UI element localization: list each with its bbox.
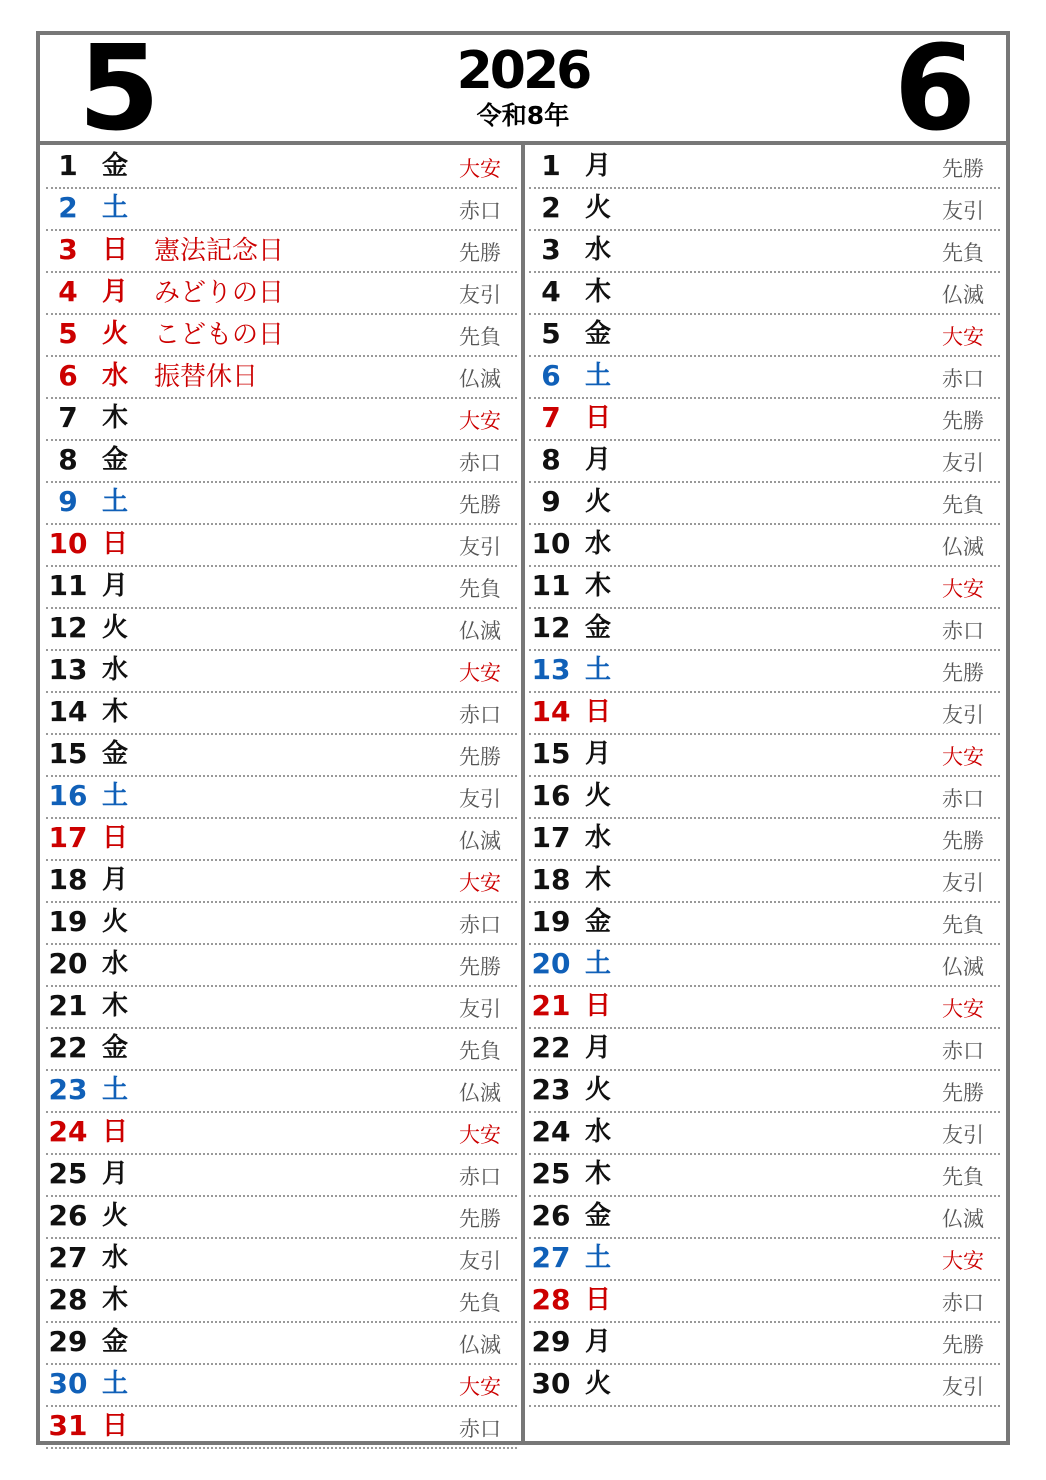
- day-number: 22: [531, 1031, 571, 1064]
- day-row: [46, 1405, 517, 1449]
- day-number: 7: [58, 401, 78, 434]
- day-of-week: 土: [102, 1075, 129, 1105]
- day-number: 11: [531, 569, 571, 602]
- rokuyo-label: 先負: [942, 493, 984, 517]
- rokuyo-label: 先負: [942, 241, 984, 265]
- day-row: [529, 355, 1000, 399]
- day-number: 2: [58, 191, 78, 224]
- day-of-week: 金: [102, 1327, 129, 1357]
- day-number: 26: [531, 1199, 571, 1232]
- day-number: 2: [541, 191, 561, 224]
- day-row: [529, 481, 1000, 525]
- rokuyo-label: 大安: [942, 997, 984, 1021]
- rokuyo-label: 友引: [942, 451, 984, 475]
- day-row: [46, 691, 517, 735]
- day-row: [529, 145, 1000, 189]
- day-row: [46, 1111, 517, 1155]
- day-row: [529, 187, 1000, 231]
- day-of-week: 火: [585, 1075, 612, 1105]
- day-number: 15: [48, 737, 88, 770]
- day-row: [46, 187, 517, 231]
- day-of-week: 土: [585, 1243, 612, 1273]
- day-of-week: 土: [585, 655, 612, 685]
- day-row: [529, 901, 1000, 945]
- rokuyo-label: 赤口: [459, 1417, 501, 1441]
- rokuyo-label: 先負: [459, 1291, 501, 1315]
- day-row: [529, 523, 1000, 567]
- day-row: [46, 523, 517, 567]
- day-number: 4: [541, 275, 561, 308]
- era-label: 令和8年: [476, 101, 570, 130]
- day-row: [529, 313, 1000, 357]
- day-number: 30: [48, 1367, 88, 1400]
- rokuyo-label: 先負: [942, 913, 984, 937]
- day-of-week: 土: [102, 193, 129, 223]
- day-of-week: 水: [585, 529, 612, 559]
- day-row: [529, 1069, 1000, 1113]
- day-row: [46, 397, 517, 441]
- empty-row: [529, 1405, 1000, 1447]
- day-number: 4: [58, 275, 78, 308]
- day-number: 11: [48, 569, 88, 602]
- day-number: 13: [48, 653, 88, 686]
- day-number: 23: [531, 1073, 571, 1106]
- day-row: [46, 355, 517, 399]
- rokuyo-label: 赤口: [942, 619, 984, 643]
- day-row: [46, 565, 517, 609]
- day-number: 23: [48, 1073, 88, 1106]
- day-number: 14: [48, 695, 88, 728]
- day-of-week: 月: [585, 739, 612, 769]
- rokuyo-label: 赤口: [942, 367, 984, 391]
- rokuyo-label: 友引: [459, 283, 501, 307]
- day-row: [46, 607, 517, 651]
- rokuyo-label: 大安: [459, 1375, 501, 1399]
- day-of-week: 火: [102, 613, 129, 643]
- day-of-week: 金: [102, 1033, 129, 1063]
- rokuyo-label: 大安: [459, 409, 501, 433]
- rokuyo-label: 赤口: [942, 1039, 984, 1063]
- day-number: 9: [541, 485, 561, 518]
- day-number: 13: [531, 653, 571, 686]
- day-of-week: 土: [585, 361, 612, 391]
- day-number: 16: [48, 779, 88, 812]
- rokuyo-label: 大安: [459, 157, 501, 181]
- day-row: [46, 481, 517, 525]
- day-of-week: 水: [585, 1117, 612, 1147]
- year-label: 2026: [456, 41, 590, 101]
- day-row: [529, 859, 1000, 903]
- rokuyo-label: 大安: [942, 1249, 984, 1273]
- day-row: [46, 271, 517, 315]
- day-row: [46, 943, 517, 987]
- day-number: 3: [541, 233, 561, 266]
- rokuyo-label: 仏滅: [459, 829, 501, 853]
- day-of-week: 金: [585, 613, 612, 643]
- rokuyo-label: 友引: [459, 997, 501, 1021]
- day-row: [46, 775, 517, 819]
- day-of-week: 金: [102, 445, 129, 475]
- day-number: 1: [58, 149, 78, 182]
- day-row: [529, 1363, 1000, 1407]
- day-number: 17: [531, 821, 571, 854]
- day-of-week: 木: [102, 1285, 129, 1315]
- rokuyo-label: 友引: [942, 703, 984, 727]
- day-number: 5: [541, 317, 561, 350]
- calendar-header: [40, 19, 1006, 157]
- day-of-week: 土: [585, 949, 612, 979]
- day-number: 20: [531, 947, 571, 980]
- day-of-week: 木: [102, 697, 129, 727]
- day-row: [529, 271, 1000, 315]
- day-row: [529, 817, 1000, 861]
- day-number: 1: [541, 149, 561, 182]
- rokuyo-label: 友引: [459, 787, 501, 811]
- month-5-heading: 5: [78, 19, 161, 157]
- day-of-week: 日: [585, 697, 612, 727]
- day-number: 28: [531, 1283, 571, 1316]
- day-number: 26: [48, 1199, 88, 1232]
- day-number: 6: [541, 359, 561, 392]
- rokuyo-label: 先負: [459, 325, 501, 349]
- day-of-week: 月: [102, 277, 129, 307]
- rokuyo-label: 赤口: [459, 199, 501, 223]
- day-of-week: 月: [102, 865, 129, 895]
- rokuyo-label: 先勝: [942, 409, 984, 433]
- day-of-week: 月: [585, 151, 612, 181]
- day-number: 24: [531, 1115, 571, 1148]
- day-of-week: 火: [102, 1201, 129, 1231]
- day-of-week: 水: [585, 235, 612, 265]
- holiday-name: 憲法記念日: [154, 236, 285, 266]
- day-of-week: 木: [585, 571, 612, 601]
- day-of-week: 日: [585, 403, 612, 433]
- day-of-week: 金: [585, 1201, 612, 1231]
- day-of-week: 木: [585, 865, 612, 895]
- day-of-week: 金: [585, 907, 612, 937]
- day-of-week: 火: [585, 781, 612, 811]
- month-6-column: [523, 145, 1006, 1441]
- day-number: 24: [48, 1115, 88, 1148]
- rokuyo-label: 大安: [942, 577, 984, 601]
- day-of-week: 火: [585, 487, 612, 517]
- rokuyo-label: 先勝: [942, 1333, 984, 1357]
- day-number: 31: [48, 1409, 88, 1442]
- rokuyo-label: 仏滅: [459, 367, 501, 391]
- day-number: 20: [48, 947, 88, 980]
- day-row: [46, 985, 517, 1029]
- day-number: 9: [58, 485, 78, 518]
- day-of-week: 金: [102, 739, 129, 769]
- day-row: [529, 1279, 1000, 1323]
- rokuyo-label: 大安: [459, 661, 501, 685]
- rokuyo-label: 先勝: [942, 157, 984, 181]
- day-number: 28: [48, 1283, 88, 1316]
- rokuyo-label: 友引: [459, 535, 501, 559]
- day-row: [46, 229, 517, 273]
- rokuyo-label: 仏滅: [942, 283, 984, 307]
- day-of-week: 日: [102, 235, 129, 265]
- day-row: [46, 1237, 517, 1281]
- day-row: [46, 649, 517, 693]
- day-of-week: 木: [585, 277, 612, 307]
- day-of-week: 月: [585, 1033, 612, 1063]
- rokuyo-label: 先負: [459, 577, 501, 601]
- day-of-week: 水: [585, 823, 612, 853]
- day-of-week: 月: [585, 1327, 612, 1357]
- day-row: [529, 565, 1000, 609]
- rokuyo-label: 先負: [942, 1165, 984, 1189]
- day-number: 19: [531, 905, 571, 938]
- day-number: 29: [48, 1325, 88, 1358]
- day-of-week: 月: [102, 571, 129, 601]
- day-number: 12: [531, 611, 571, 644]
- day-row: [46, 859, 517, 903]
- day-of-week: 日: [585, 1285, 612, 1315]
- day-row: [46, 733, 517, 777]
- day-of-week: 土: [102, 1369, 129, 1399]
- day-row: [46, 1069, 517, 1113]
- day-of-week: 火: [585, 193, 612, 223]
- rokuyo-label: 友引: [942, 1375, 984, 1399]
- day-number: 29: [531, 1325, 571, 1358]
- day-row: [529, 229, 1000, 273]
- rokuyo-label: 赤口: [459, 913, 501, 937]
- rokuyo-label: 先勝: [459, 241, 501, 265]
- day-of-week: 日: [102, 1411, 129, 1441]
- day-of-week: 日: [102, 823, 129, 853]
- rokuyo-label: 赤口: [459, 451, 501, 475]
- rokuyo-label: 先勝: [459, 1207, 501, 1231]
- day-row: [46, 313, 517, 357]
- rokuyo-label: 友引: [459, 1249, 501, 1273]
- day-of-week: 月: [585, 445, 612, 475]
- rokuyo-label: 友引: [942, 871, 984, 895]
- rokuyo-label: 赤口: [942, 1291, 984, 1315]
- day-row: [529, 397, 1000, 441]
- day-number: 25: [531, 1157, 571, 1190]
- day-number: 6: [58, 359, 78, 392]
- day-number: 22: [48, 1031, 88, 1064]
- day-number: 15: [531, 737, 571, 770]
- rokuyo-label: 先負: [459, 1039, 501, 1063]
- day-row: [529, 1195, 1000, 1239]
- day-number: 8: [58, 443, 78, 476]
- day-row: [529, 1321, 1000, 1365]
- day-number: 5: [58, 317, 78, 350]
- day-of-week: 土: [102, 781, 129, 811]
- day-row: [46, 1027, 517, 1071]
- holiday-name: みどりの日: [154, 278, 285, 308]
- day-number: 7: [541, 401, 561, 434]
- holiday-name: 振替休日: [154, 362, 259, 392]
- day-of-week: 月: [102, 1159, 129, 1189]
- day-row: [529, 1111, 1000, 1155]
- day-row: [529, 649, 1000, 693]
- day-row: [529, 1237, 1000, 1281]
- rokuyo-label: 仏滅: [459, 1081, 501, 1105]
- day-row: [529, 1153, 1000, 1197]
- day-row: [529, 985, 1000, 1029]
- day-row: [529, 439, 1000, 483]
- day-of-week: 火: [102, 319, 129, 349]
- day-row: [529, 775, 1000, 819]
- day-of-week: 木: [102, 991, 129, 1021]
- month-6-heading: 6: [893, 19, 976, 157]
- rokuyo-label: 赤口: [942, 787, 984, 811]
- rokuyo-label: 先勝: [942, 1081, 984, 1105]
- day-row: [46, 145, 517, 189]
- rokuyo-label: 先勝: [942, 661, 984, 685]
- day-of-week: 木: [102, 403, 129, 433]
- rokuyo-label: 先勝: [942, 829, 984, 853]
- day-number: 3: [58, 233, 78, 266]
- day-of-week: 水: [102, 361, 129, 391]
- day-of-week: 火: [585, 1369, 612, 1399]
- rokuyo-label: 大安: [942, 325, 984, 349]
- day-row: [529, 1027, 1000, 1071]
- day-of-week: 火: [102, 907, 129, 937]
- day-number: 25: [48, 1157, 88, 1190]
- day-of-week: 金: [102, 151, 129, 181]
- rokuyo-label: 仏滅: [459, 619, 501, 643]
- rokuyo-label: 赤口: [459, 703, 501, 727]
- day-number: 16: [531, 779, 571, 812]
- day-number: 27: [48, 1241, 88, 1274]
- day-number: 18: [48, 863, 88, 896]
- day-of-week: 日: [585, 991, 612, 1021]
- day-number: 12: [48, 611, 88, 644]
- day-row: [529, 607, 1000, 651]
- day-row: [46, 1363, 517, 1407]
- rokuyo-label: 大安: [459, 871, 501, 895]
- rokuyo-label: 大安: [459, 1123, 501, 1147]
- holiday-name: こどもの日: [154, 320, 285, 350]
- day-row: [46, 439, 517, 483]
- calendar-frame: [36, 19, 1010, 1445]
- rokuyo-label: 先勝: [459, 745, 501, 769]
- day-row: [529, 691, 1000, 735]
- rokuyo-label: 仏滅: [942, 955, 984, 979]
- rokuyo-label: 友引: [942, 1123, 984, 1147]
- day-number: 10: [48, 527, 88, 560]
- day-number: 27: [531, 1241, 571, 1274]
- rokuyo-label: 赤口: [459, 1165, 501, 1189]
- day-number: 14: [531, 695, 571, 728]
- rokuyo-label: 先勝: [459, 493, 501, 517]
- day-number: 21: [531, 989, 571, 1022]
- day-row: [46, 901, 517, 945]
- day-row: [46, 1321, 517, 1365]
- rokuyo-label: 友引: [942, 199, 984, 223]
- day-row: [46, 817, 517, 861]
- month-5-column: [40, 145, 523, 1441]
- day-of-week: 日: [102, 529, 129, 559]
- day-row: [46, 1195, 517, 1239]
- day-of-week: 水: [102, 1243, 129, 1273]
- day-of-week: 水: [102, 655, 129, 685]
- day-number: 17: [48, 821, 88, 854]
- day-number: 19: [48, 905, 88, 938]
- day-row: [529, 943, 1000, 987]
- rokuyo-label: 先勝: [459, 955, 501, 979]
- rokuyo-label: 大安: [942, 745, 984, 769]
- rokuyo-label: 仏滅: [459, 1333, 501, 1357]
- day-of-week: 水: [102, 949, 129, 979]
- day-row: [46, 1279, 517, 1323]
- day-number: 10: [531, 527, 571, 560]
- rokuyo-label: 仏滅: [942, 535, 984, 559]
- day-number: 21: [48, 989, 88, 1022]
- day-row: [529, 733, 1000, 777]
- day-of-week: 木: [585, 1159, 612, 1189]
- day-of-week: 日: [102, 1117, 129, 1147]
- rokuyo-label: 仏滅: [942, 1207, 984, 1231]
- day-of-week: 金: [585, 319, 612, 349]
- day-number: 18: [531, 863, 571, 896]
- day-number: 30: [531, 1367, 571, 1400]
- day-number: 8: [541, 443, 561, 476]
- day-row: [46, 1153, 517, 1197]
- day-of-week: 土: [102, 487, 129, 517]
